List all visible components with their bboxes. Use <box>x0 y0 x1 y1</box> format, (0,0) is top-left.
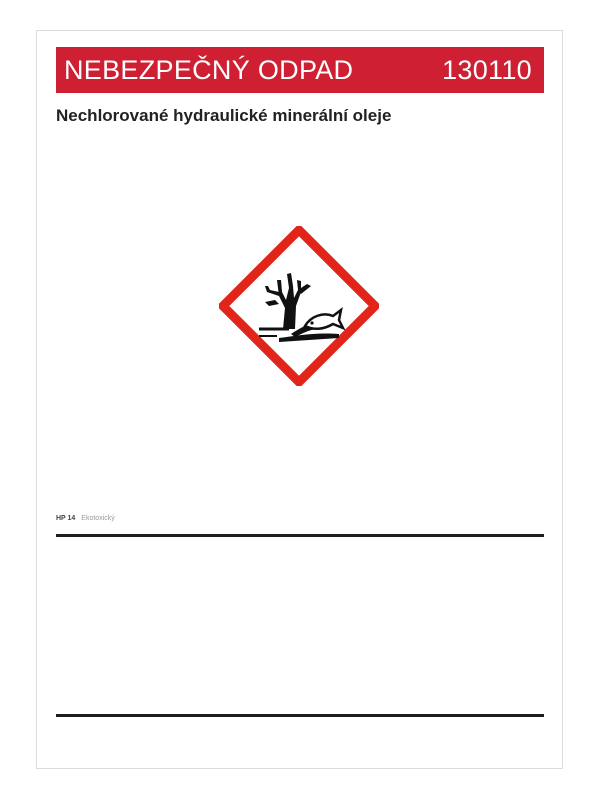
hazard-property-line <box>56 515 115 522</box>
hazard-property-code: HP 14 <box>56 515 76 522</box>
header-bar <box>56 47 544 93</box>
hazard-property-text: Ekotoxický <box>81 515 115 522</box>
waste-name: Nechlorované hydraulické minerální oleje <box>56 106 392 125</box>
environment-hazard-pictogram <box>219 226 379 386</box>
waste-code: 130110 <box>442 54 532 85</box>
environment-hazard-icon <box>219 226 379 386</box>
lower-divider <box>56 714 544 717</box>
upper-divider <box>56 534 544 537</box>
header-title: NEBEZPEČNÝ ODPAD <box>64 54 354 85</box>
label-sheet <box>36 30 563 769</box>
